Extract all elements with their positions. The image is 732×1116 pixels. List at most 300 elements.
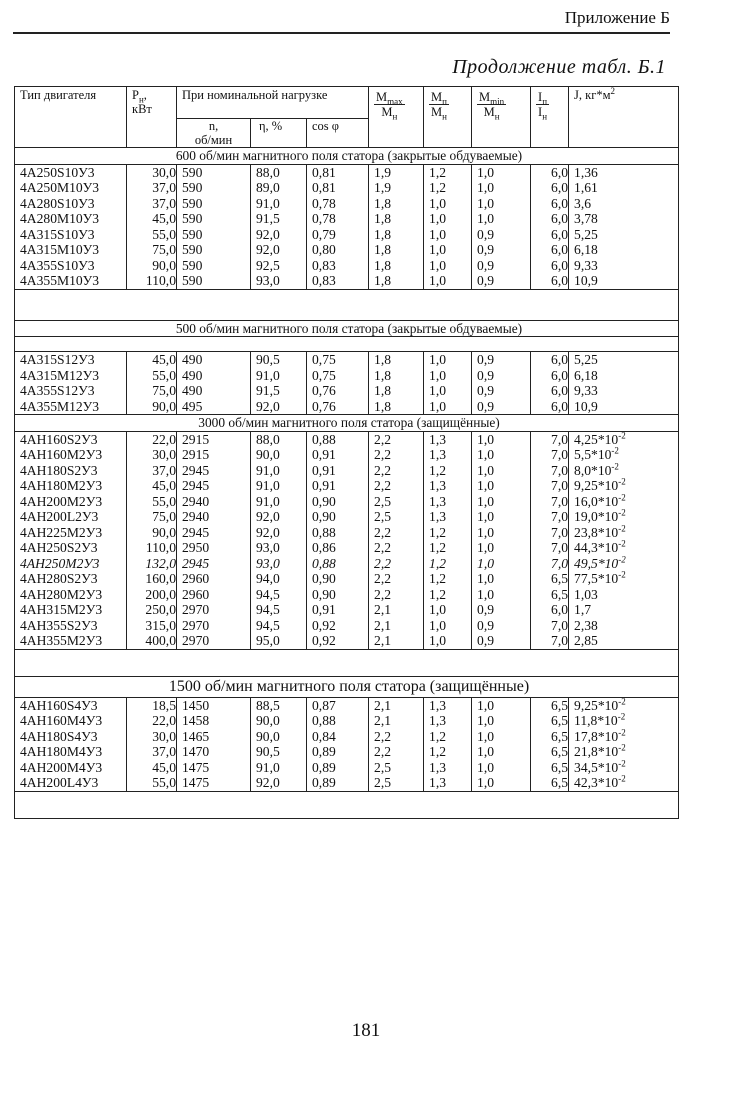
motor-spec-table-wrapper xyxy=(14,86,678,819)
header-power-unit: кВт xyxy=(132,102,152,116)
section-rows xyxy=(15,431,679,649)
table-row xyxy=(15,744,679,760)
table-row xyxy=(15,399,679,415)
cell-mmax: 1,8 xyxy=(369,196,424,212)
cell-j-value: 1,61 xyxy=(574,180,598,195)
header-inertia xyxy=(569,87,679,148)
cell-ip: 6,0 xyxy=(531,273,569,289)
cell-p: 37,0 xyxy=(127,744,177,760)
section-rows xyxy=(15,697,679,791)
section-title-row xyxy=(15,320,679,337)
cell-mmax: 1,8 xyxy=(369,352,424,368)
cell-ip: 7,0 xyxy=(531,556,569,572)
cell-j-value: 77,5*10 xyxy=(574,571,619,586)
cell-mmin: 1,0 xyxy=(472,744,531,760)
cell-p: 45,0 xyxy=(127,760,177,776)
cell-mmin: 1,0 xyxy=(472,540,531,556)
cell-cos: 0,76 xyxy=(307,383,369,399)
cell-eta: 88,0 xyxy=(251,431,307,447)
cell-cos: 0,83 xyxy=(307,258,369,274)
cell-p: 37,0 xyxy=(127,180,177,196)
cell-eta: 92,0 xyxy=(251,227,307,243)
header-mp-den-sub: н xyxy=(442,111,447,122)
cell-p: 30,0 xyxy=(127,729,177,745)
cell-mp: 1,3 xyxy=(424,697,472,713)
cell-ip: 7,0 xyxy=(531,509,569,525)
table-row xyxy=(15,463,679,479)
cell-mp: 1,0 xyxy=(424,352,472,368)
section-title: 3000 об/мин магнитного поля статора (защищённые) xyxy=(15,415,679,432)
cell-mp: 1,3 xyxy=(424,494,472,510)
cell-p: 400,0 xyxy=(127,633,177,649)
cell-n: 490 xyxy=(177,383,251,399)
cell-mmax: 2,2 xyxy=(369,744,424,760)
cell-n: 2915 xyxy=(177,431,251,447)
header-type: Тип двигателя xyxy=(15,87,127,148)
cell-j-exponent: -2 xyxy=(618,757,626,768)
header-speed-unit: об/мин xyxy=(194,133,233,147)
cell-j-exponent: -2 xyxy=(618,742,626,753)
cell-mmax: 2,2 xyxy=(369,447,424,463)
cell-mmax: 2,2 xyxy=(369,587,424,603)
cell-mp: 1,3 xyxy=(424,431,472,447)
cell-j-exponent: -2 xyxy=(618,773,626,784)
cell-mmin: 1,0 xyxy=(472,478,531,494)
cell-j xyxy=(569,587,679,603)
cell-eta: 90,5 xyxy=(251,352,307,368)
table-row xyxy=(15,227,679,243)
header-mmin-den-sub: н xyxy=(494,111,500,122)
page-number: 181 xyxy=(351,1020,381,1041)
cell-mmax: 1,8 xyxy=(369,227,424,243)
cell-type: 4АН250S2У3 xyxy=(15,540,127,556)
cell-mmin: 0,9 xyxy=(472,242,531,258)
cell-type: 4А315М10У3 xyxy=(15,242,127,258)
cell-type: 4АН225М2У3 xyxy=(15,525,127,541)
cell-mmin: 1,0 xyxy=(472,729,531,745)
cell-eta: 91,5 xyxy=(251,383,307,399)
section-title-row xyxy=(15,148,679,165)
cell-cos: 0,81 xyxy=(307,164,369,180)
spacer-row xyxy=(15,337,679,352)
table-row xyxy=(15,509,679,525)
cell-eta: 95,0 xyxy=(251,633,307,649)
table-row xyxy=(15,273,679,289)
cell-eta: 93,0 xyxy=(251,540,307,556)
cell-type: 4А280М10У3 xyxy=(15,211,127,227)
cell-mmax: 2,1 xyxy=(369,713,424,729)
cell-type: 4А315S12У3 xyxy=(15,352,127,368)
cell-mmin: 1,0 xyxy=(472,211,531,227)
cell-eta: 88,5 xyxy=(251,697,307,713)
cell-p: 315,0 xyxy=(127,618,177,634)
cell-mmin: 1,0 xyxy=(472,196,531,212)
cell-cos: 0,89 xyxy=(307,775,369,791)
cell-cos: 0,80 xyxy=(307,242,369,258)
cell-mmin: 0,9 xyxy=(472,368,531,384)
cell-mmin: 0,9 xyxy=(472,399,531,415)
cell-n: 1465 xyxy=(177,729,251,745)
cell-mmin: 0,9 xyxy=(472,618,531,634)
spacer-group xyxy=(15,791,679,818)
cell-j xyxy=(569,431,679,447)
cell-j-value: 16,0*10 xyxy=(574,493,619,509)
cell-eta: 90,0 xyxy=(251,447,307,463)
cell-j xyxy=(569,164,679,180)
cell-j xyxy=(569,242,679,258)
cell-ip: 6,5 xyxy=(531,571,569,587)
cell-n: 2970 xyxy=(177,602,251,618)
cell-j-value: 49,5*10 xyxy=(574,555,619,571)
cell-cos: 0,89 xyxy=(307,760,369,776)
cell-n: 495 xyxy=(177,399,251,415)
cell-mmax: 2,1 xyxy=(369,618,424,634)
cell-mmin: 1,0 xyxy=(472,713,531,729)
cell-ip: 7,0 xyxy=(531,540,569,556)
cell-j-exponent: -2 xyxy=(618,553,626,564)
section-title: 500 об/мин магнитного поля статора (закрытые обдуваемые) xyxy=(15,320,679,337)
header-speed xyxy=(177,119,251,148)
cell-type: 4А355М12У3 xyxy=(15,399,127,415)
cell-mp: 1,2 xyxy=(424,540,472,556)
cell-mmin: 0,9 xyxy=(472,258,531,274)
cell-p: 110,0 xyxy=(127,273,177,289)
cell-eta: 92,0 xyxy=(251,775,307,791)
cell-type: 4А355М10У3 xyxy=(15,273,127,289)
cell-j-value: 9,25*10 xyxy=(574,697,619,713)
table-row xyxy=(15,602,679,618)
cell-eta: 91,0 xyxy=(251,196,307,212)
cell-eta: 94,5 xyxy=(251,602,307,618)
running-head: Приложение Б xyxy=(564,8,670,27)
cell-mmax: 2,2 xyxy=(369,431,424,447)
cell-mp: 1,0 xyxy=(424,227,472,243)
cell-mmin: 1,0 xyxy=(472,447,531,463)
cell-type: 4А355S12У3 xyxy=(15,383,127,399)
cell-ip: 6,0 xyxy=(531,399,569,415)
spacer-group xyxy=(15,337,679,352)
cell-type: 4А315S10У3 xyxy=(15,227,127,243)
cell-n: 590 xyxy=(177,196,251,212)
cell-j-exponent: -2 xyxy=(618,538,626,549)
cell-type: 4АН160М4У3 xyxy=(15,713,127,729)
cell-mmin: 1,0 xyxy=(472,525,531,541)
cell-mmax: 2,1 xyxy=(369,602,424,618)
cell-mmax: 2,1 xyxy=(369,697,424,713)
section-title-row xyxy=(15,676,679,697)
cell-j-exponent: -2 xyxy=(618,569,626,580)
cell-type: 4АН200L4У3 xyxy=(15,775,127,791)
cell-j xyxy=(569,368,679,384)
cell-mp: 1,0 xyxy=(424,242,472,258)
cell-ip: 6,0 xyxy=(531,602,569,618)
cell-eta: 91,0 xyxy=(251,494,307,510)
cell-type: 4АН160S4У3 xyxy=(15,697,127,713)
cell-type: 4А315М12У3 xyxy=(15,368,127,384)
cell-j xyxy=(569,196,679,212)
cell-p: 132,0 xyxy=(127,556,177,572)
header-mmax-ratio xyxy=(369,87,424,148)
cell-eta: 90,0 xyxy=(251,729,307,745)
cell-j-value: 10,9 xyxy=(574,273,598,288)
cell-ip: 6,5 xyxy=(531,713,569,729)
cell-mmax: 1,8 xyxy=(369,242,424,258)
cell-eta: 92,0 xyxy=(251,509,307,525)
cell-mmax: 2,2 xyxy=(369,571,424,587)
cell-j-value: 5,25 xyxy=(574,226,598,242)
cell-type: 4АН180S2У3 xyxy=(15,463,127,479)
cell-ip: 7,0 xyxy=(531,633,569,649)
cell-n: 1475 xyxy=(177,760,251,776)
cell-type: 4АН355S2У3 xyxy=(15,618,127,634)
header-nominal-load: При номинальной нагрузке xyxy=(177,87,369,119)
cell-n: 2960 xyxy=(177,587,251,603)
table-row xyxy=(15,494,679,510)
cell-mmin: 1,0 xyxy=(472,775,531,791)
spacer-cell xyxy=(15,337,679,352)
cell-eta: 92,5 xyxy=(251,258,307,274)
cell-mmax: 2,5 xyxy=(369,760,424,776)
motor-spec-table xyxy=(14,86,679,819)
header-ip-den: I xyxy=(538,105,543,119)
cell-type: 4АН250М2У3 xyxy=(15,556,127,572)
cell-cos: 0,83 xyxy=(307,273,369,289)
cell-ip: 6,5 xyxy=(531,760,569,776)
header-mmin-num: M xyxy=(479,90,491,104)
cell-p: 45,0 xyxy=(127,211,177,227)
cell-p: 75,0 xyxy=(127,509,177,525)
spacer-group xyxy=(15,289,679,320)
cell-p: 110,0 xyxy=(127,540,177,556)
cell-mmax: 2,2 xyxy=(369,556,424,572)
section-title-row xyxy=(15,415,679,432)
cell-j xyxy=(569,399,679,415)
spacer-row xyxy=(15,649,679,676)
cell-type: 4А250М10У3 xyxy=(15,180,127,196)
cell-mmax: 1,8 xyxy=(369,383,424,399)
cell-mp: 1,3 xyxy=(424,713,472,729)
cell-eta: 93,0 xyxy=(251,556,307,572)
header-ip-den-sub: н xyxy=(542,111,548,122)
table-row xyxy=(15,713,679,729)
cell-j-value: 44,3*10 xyxy=(574,540,619,555)
cell-mmin: 1,0 xyxy=(472,494,531,510)
cell-n: 490 xyxy=(177,352,251,368)
header-mmin-ratio xyxy=(472,87,531,148)
table-row xyxy=(15,383,679,399)
cell-ip: 7,0 xyxy=(531,478,569,494)
spacer-group xyxy=(15,649,679,676)
cell-ip: 6,5 xyxy=(531,697,569,713)
cell-p: 18,5 xyxy=(127,697,177,713)
cell-mp: 1,2 xyxy=(424,571,472,587)
cell-type: 4АН280S2У3 xyxy=(15,571,127,587)
header-power-sub: н xyxy=(138,94,144,105)
spacer-cell xyxy=(15,649,679,676)
cell-j xyxy=(569,618,679,634)
cell-j-value: 9,33 xyxy=(574,383,598,398)
cell-cos: 0,90 xyxy=(307,571,369,587)
cell-cos: 0,78 xyxy=(307,211,369,227)
cell-eta: 90,0 xyxy=(251,713,307,729)
cell-eta: 93,0 xyxy=(251,273,307,289)
cell-cos: 0,88 xyxy=(307,556,369,572)
cell-cos: 0,84 xyxy=(307,729,369,745)
cell-mp: 1,0 xyxy=(424,368,472,384)
table-row xyxy=(15,258,679,274)
cell-type: 4АН160М2У3 xyxy=(15,447,127,463)
cell-cos: 0,81 xyxy=(307,180,369,196)
cell-j-exponent: -2 xyxy=(611,460,619,471)
table-row xyxy=(15,196,679,212)
header-ip-ratio xyxy=(531,87,569,148)
cell-mmax: 2,2 xyxy=(369,729,424,745)
cell-mmin: 0,9 xyxy=(472,273,531,289)
cell-eta: 91,0 xyxy=(251,760,307,776)
cell-p: 90,0 xyxy=(127,258,177,274)
cell-ip: 6,0 xyxy=(531,242,569,258)
cell-eta: 92,0 xyxy=(251,525,307,541)
cell-mmax: 2,5 xyxy=(369,494,424,510)
cell-p: 160,0 xyxy=(127,571,177,587)
cell-j-value: 3,78 xyxy=(574,211,598,226)
header-mmin-num-sub: min xyxy=(490,96,505,107)
cell-mmin: 1,0 xyxy=(472,697,531,713)
table-row xyxy=(15,242,679,258)
cell-type: 4АН200М2У3 xyxy=(15,494,127,510)
cell-mmin: 1,0 xyxy=(472,431,531,447)
cell-n: 590 xyxy=(177,242,251,258)
cell-cos: 0,76 xyxy=(307,399,369,415)
header-speed-symbol: n, xyxy=(208,119,219,133)
cell-mmax: 1,8 xyxy=(369,211,424,227)
spacer-cell xyxy=(15,289,679,320)
cell-n: 2940 xyxy=(177,494,251,510)
cell-mmin: 1,0 xyxy=(472,164,531,180)
cell-j-value: 1,7 xyxy=(574,602,592,617)
cell-p: 75,0 xyxy=(127,383,177,399)
cell-p: 90,0 xyxy=(127,525,177,541)
cell-mmax: 1,9 xyxy=(369,180,424,196)
cell-n: 2945 xyxy=(177,525,251,541)
cell-mp: 1,2 xyxy=(424,587,472,603)
table-row xyxy=(15,760,679,776)
cell-mmin: 0,9 xyxy=(472,352,531,368)
header-power-symbol: P xyxy=(132,88,139,102)
cell-mmin: 1,0 xyxy=(472,571,531,587)
cell-type: 4АН180М2У3 xyxy=(15,478,127,494)
table-row xyxy=(15,618,679,634)
cell-ip: 6,0 xyxy=(531,227,569,243)
cell-cos: 0,75 xyxy=(307,352,369,368)
header-inertia-label: J, кг*м xyxy=(574,88,611,102)
cell-ip: 6,5 xyxy=(531,744,569,760)
table-row xyxy=(15,697,679,713)
cell-j-value: 11,8*10 xyxy=(574,713,618,728)
cell-j-value: 6,18 xyxy=(574,367,598,383)
cell-j-exponent: -2 xyxy=(618,726,626,737)
cell-type: 4АН180S4У3 xyxy=(15,729,127,745)
cell-j xyxy=(569,258,679,274)
cell-j-value: 19,0*10 xyxy=(574,509,619,524)
cell-p: 30,0 xyxy=(127,447,177,463)
cell-mmin: 1,0 xyxy=(472,587,531,603)
header-mmax-num-sub: max xyxy=(387,96,403,107)
cell-p: 45,0 xyxy=(127,478,177,494)
cell-mmax: 2,1 xyxy=(369,633,424,649)
cell-type: 4АН180М4У3 xyxy=(15,744,127,760)
cell-ip: 7,0 xyxy=(531,463,569,479)
cell-cos: 0,87 xyxy=(307,697,369,713)
cell-j-value: 9,33 xyxy=(574,257,598,273)
header-mmax-den-sub: н xyxy=(392,111,398,122)
cell-type: 4АН200М4У3 xyxy=(15,760,127,776)
cell-ip: 6,5 xyxy=(531,729,569,745)
cell-cos: 0,88 xyxy=(307,525,369,541)
section-title-group xyxy=(15,320,679,337)
header-power: $P_н$, кВт xyxy=(127,87,177,148)
header-mmax-den: M xyxy=(381,105,393,119)
cell-n: 2960 xyxy=(177,571,251,587)
cell-cos: 0,92 xyxy=(307,618,369,634)
cell-mmax: 1,8 xyxy=(369,399,424,415)
cell-j-exponent: -2 xyxy=(618,491,626,502)
cell-mp: 1,2 xyxy=(424,525,472,541)
cell-mmin: 1,0 xyxy=(472,180,531,196)
cell-eta: 94,5 xyxy=(251,587,307,603)
cell-n: 2940 xyxy=(177,509,251,525)
cell-j xyxy=(569,227,679,243)
cell-ip: 6,0 xyxy=(531,164,569,180)
cell-mp: 1,0 xyxy=(424,273,472,289)
cell-mmax: 1,9 xyxy=(369,164,424,180)
table-row xyxy=(15,447,679,463)
cell-j-exponent: -2 xyxy=(611,445,619,456)
cell-j-value: 9,25*10 xyxy=(574,478,619,493)
cell-type: 4А250S10У3 xyxy=(15,164,127,180)
cell-p: 30,0 xyxy=(127,164,177,180)
cell-cos: 0,91 xyxy=(307,602,369,618)
cell-type: 4АН200L2У3 xyxy=(15,509,127,525)
header-cos-phi: cos φ xyxy=(307,119,369,148)
cell-eta: 91,0 xyxy=(251,463,307,479)
cell-mmin: 0,9 xyxy=(472,602,531,618)
cell-ip: 6,0 xyxy=(531,180,569,196)
spacer-row xyxy=(15,289,679,320)
header-inertia-sup: 2 xyxy=(610,85,616,96)
cell-type: 4АН355М2У3 xyxy=(15,633,127,649)
table-row xyxy=(15,180,679,196)
cell-j-value: 1,03 xyxy=(574,586,598,602)
cell-ip: 6,0 xyxy=(531,258,569,274)
cell-mp: 1,2 xyxy=(424,463,472,479)
cell-eta: 89,0 xyxy=(251,180,307,196)
cell-n: 2970 xyxy=(177,618,251,634)
cell-n: 590 xyxy=(177,258,251,274)
cell-mmax: 2,5 xyxy=(369,775,424,791)
cell-p: 45,0 xyxy=(127,352,177,368)
cell-j xyxy=(569,633,679,649)
cell-mp: 1,2 xyxy=(424,744,472,760)
header-mmin-den: M xyxy=(483,105,495,119)
table-row xyxy=(15,556,679,572)
cell-ip: 7,0 xyxy=(531,618,569,634)
table-row xyxy=(15,368,679,384)
cell-j-value: 3,6 xyxy=(574,195,592,211)
cell-cos: 0,91 xyxy=(307,478,369,494)
cell-j xyxy=(569,602,679,618)
header-mmax-num: M xyxy=(376,90,388,104)
